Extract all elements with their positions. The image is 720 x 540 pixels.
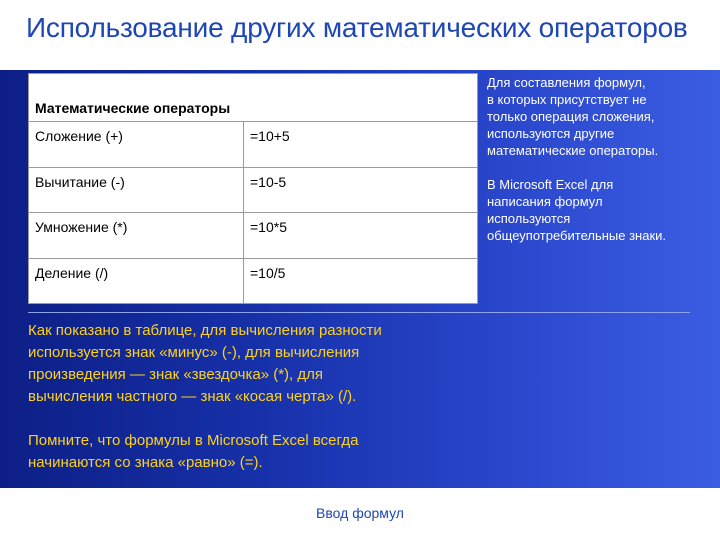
table-row <box>29 213 478 259</box>
explanation-line: используется знак «минус» (-), для вычисления <box>28 344 360 361</box>
table-cell-formula: =10+5 <box>244 122 478 168</box>
explanation-line: Помните, что формулы в Microsoft Excel всегда <box>28 432 359 449</box>
explanation-line: вычисления частного — знак «косая черта» (/). <box>28 388 357 405</box>
side-line: используются другие <box>487 126 615 141</box>
explanation-line: произведения — знак «звездочка» (*), для <box>28 366 324 383</box>
side-line: только операция сложения, <box>487 109 655 124</box>
table-cell-operation: Вычитание (-) <box>29 167 244 213</box>
paragraph-gap <box>487 159 713 176</box>
slide-title: Использование других математических операторов <box>26 12 688 43</box>
slide-footer: Ввод формул <box>316 505 404 521</box>
table-row <box>29 122 478 168</box>
explanation-text <box>28 320 488 474</box>
table-cell-formula: =10-5 <box>244 167 478 213</box>
table-cell-operation: Деление (/) <box>29 258 244 304</box>
side-line: в которых присутствует не <box>487 92 647 107</box>
table-cell-operation: Умножение (*) <box>29 213 244 259</box>
side-line: написания формул <box>487 194 603 209</box>
table-row <box>29 167 478 213</box>
side-line: Для составления формул, <box>487 75 646 90</box>
table-cell-operation: Сложение (+) <box>29 122 244 168</box>
operators-table <box>28 73 478 304</box>
table-cell-formula: =10/5 <box>244 258 478 304</box>
table-header: Математические операторы <box>29 74 478 122</box>
divider-line <box>28 312 690 313</box>
explanation-line: начинаются со знака «равно» (=). <box>28 454 263 471</box>
table-row <box>29 258 478 304</box>
side-line: математические операторы. <box>487 143 659 158</box>
side-line: В Microsoft Excel для <box>487 177 614 192</box>
paragraph-gap <box>28 408 488 430</box>
side-line: общеупотребительные знаки. <box>487 228 667 243</box>
explanation-line: Как показано в таблице, для вычисления разности <box>28 322 382 339</box>
side-note <box>487 74 713 244</box>
side-line: используются <box>487 211 571 226</box>
table-header-row <box>29 74 478 122</box>
table-cell-formula: =10*5 <box>244 213 478 259</box>
